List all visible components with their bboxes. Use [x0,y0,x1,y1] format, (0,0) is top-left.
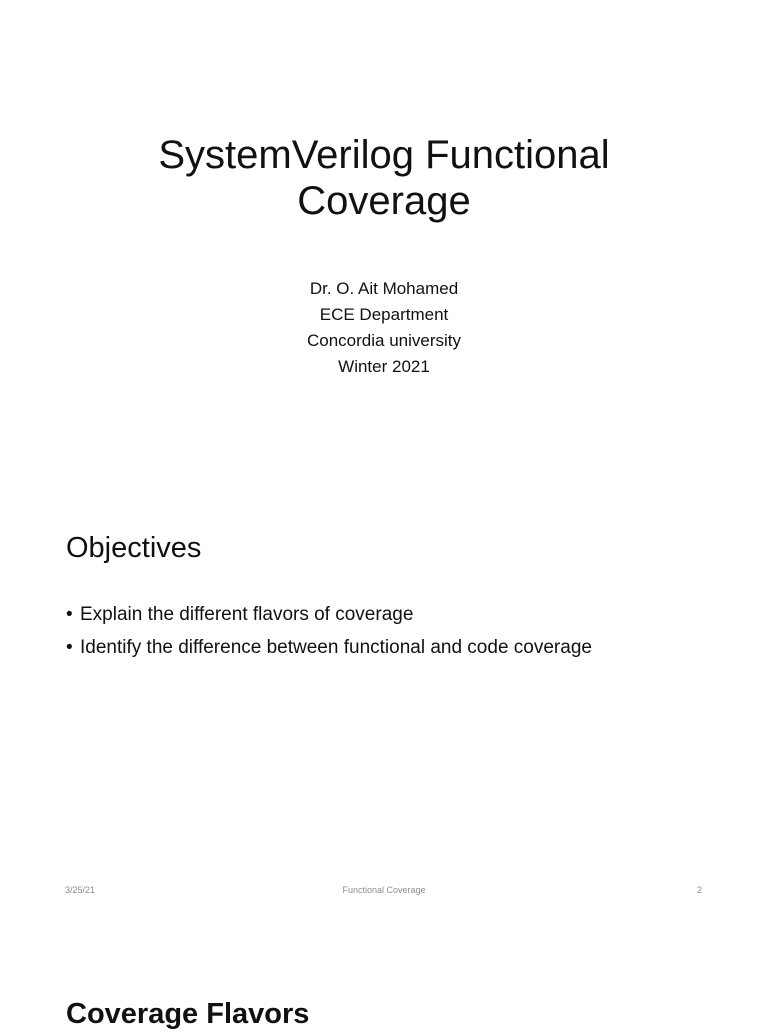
footer-date: 3/25/21 [65,885,96,895]
title-line-1: SystemVerilog Functional [158,133,610,177]
list-item [66,598,592,631]
bullet-text: Identify the difference between functional and code coverage [80,637,592,658]
bullet-icon: • [66,604,73,625]
list-item [66,631,592,664]
footer-title: Functional Coverage [342,885,426,895]
slide-heading: Objectives [66,532,202,564]
footer-page-number: 2 [697,885,703,895]
title-slide [0,0,768,462]
university: Concordia university [306,331,461,350]
department: ECE Department [319,305,449,324]
objectives-slide [0,462,768,912]
slide-heading: Coverage Flavors [66,998,310,1030]
bullet-text: Explain the different flavors of coverage [80,604,414,625]
term: Winter 2021 [338,357,430,376]
author-name: Dr. O. Ait Mohamed [309,279,459,298]
title-line-2: Coverage [297,179,471,223]
author-block [0,276,768,380]
coverage-flavors-slide [0,912,768,1030]
bullet-icon: • [66,637,73,658]
bullet-list [66,598,592,664]
presentation-title [0,132,768,224]
